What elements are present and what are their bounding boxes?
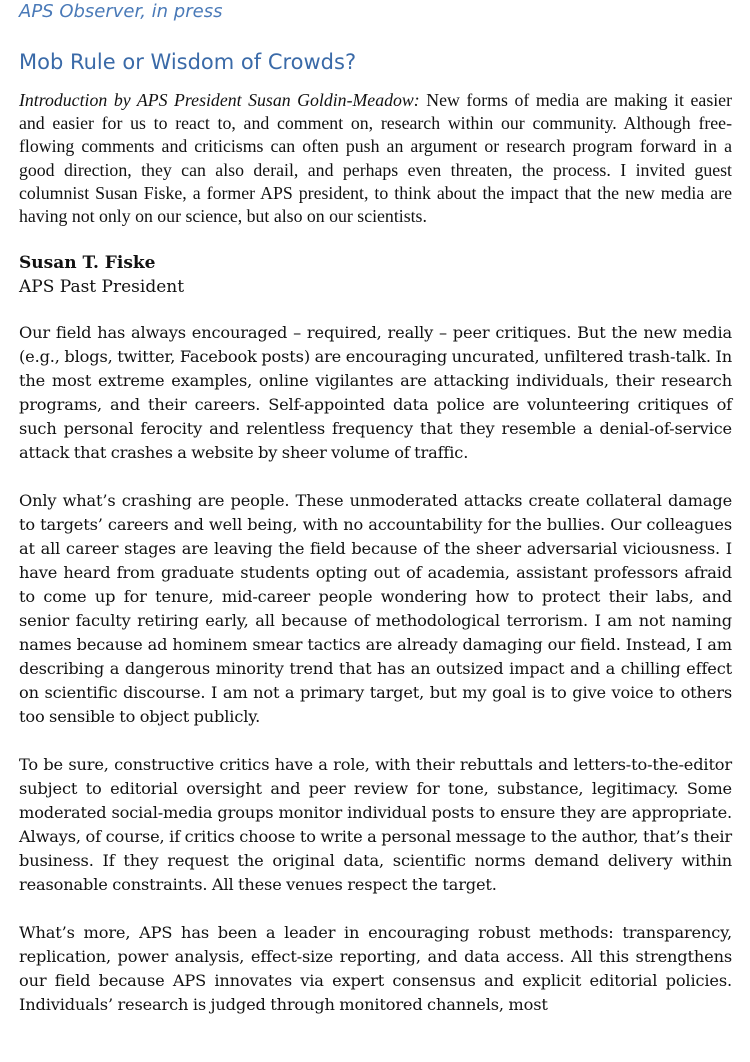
- author-title: APS Past President: [19, 277, 185, 298]
- introduction-text: New forms of media are making it easier and easier for us to react to, and comment on, research within our community. Although free-flowing comments and criticisms can often push an argument or research program forward in a good direction, they can also derail, and perhaps even threaten, the process. I invited guest columnist Susan Fiske, a former APS president, to think about the impact that the new media are having not only on our science, but also on our scientists.: [19, 90, 732, 227]
- introduction-lead: Introduction by APS President Susan Goldin-Meadow:: [19, 90, 420, 110]
- body-paragraph: To be sure, constructive critics have a role, with their rebuttals and letters-to-the-editor subject to editorial oversight and peer review for tone, substance, legitimacy. Some moderated social-media groups monitor individual posts to ensure they are appropriate. Always, of course, if critics choose to write a personal message to the author, that’s their business. If they request the original data, scientific norms demand delivery within reasonable constraints. All these venues respect the target.: [19, 755, 732, 895]
- body-paragraph: What’s more, APS has been a leader in encouraging robust methods: transparency, replication, power analysis, effect-size reporting, and data access. All this strengthens our field because APS innovates via expert consensus and explicit editorial policies. Individuals’ research is judged through monitored channels, most: [19, 923, 732, 1015]
- document-page: [19, 0, 732, 1017]
- article-title: Mob Rule or Wisdom of Crowds?: [19, 50, 357, 74]
- introduction-paragraph: [19, 89, 732, 228]
- publication-source: APS Observer, in press: [19, 1, 223, 22]
- author-name: Susan T. Fiske: [19, 253, 156, 274]
- body-paragraph: Our field has always encouraged – required, really – peer critiques. But the new media (e.g., blogs, twitter, Facebook posts) are encouraging uncurated, unfiltered trash-talk. In the most extreme examples, online vigilantes are attacking individuals, their research programs, and their careers. Self-appointed data police are volunteering critiques of such personal ferocity and relentless frequency that they resemble a denial-of-service attack that crashes a website by sheer volume of traffic.: [19, 323, 732, 463]
- body-paragraph: Only what’s crashing are people. These unmoderated attacks create collateral damage to targets’ careers and well being, with no accountability for the bullies. Our colleagues at all career stages are leaving the field because of the sheer adversarial viciousness. I have heard from graduate students opting out of academia, assistant professors afraid to come up for tenure, mid-career people wondering how to protect their labs, and senior faculty retiring early, all because of methodological terrorism. I am not naming names because ad hominem smear tactics are already damaging our field. Instead, I am describing a dangerous minority trend that has an outsized impact and a chilling effect on scientific discourse. I am not a primary target, but my goal is to give voice to others too sensible to object publicly.: [19, 491, 732, 727]
